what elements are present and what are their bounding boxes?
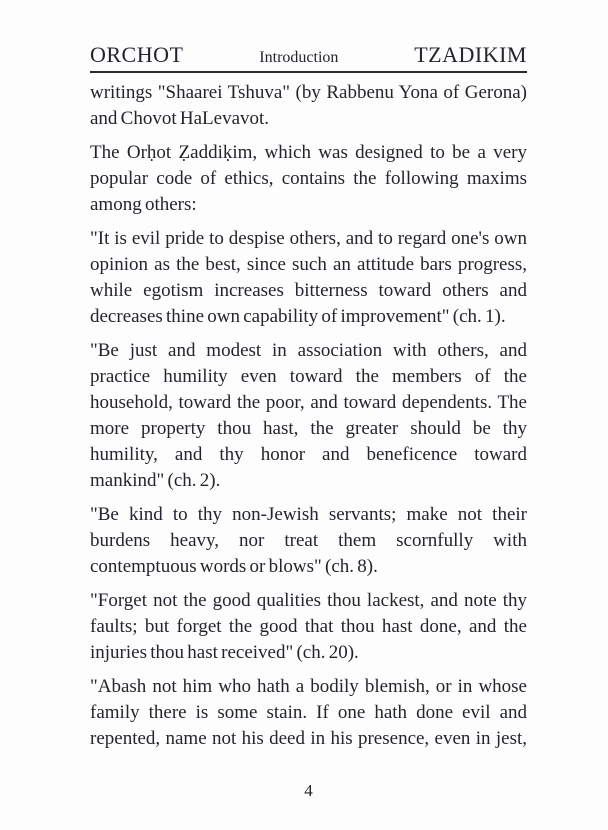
header-title-left: ORCHOT (90, 42, 184, 67)
text-line: "Be just and modest in association with others, and (90, 340, 527, 361)
text-line: The Orḥot Ẓaddiḳim, which was designed to be a very (90, 142, 527, 163)
text-line: contemptuous words or blows" (ch. 8). (90, 556, 378, 577)
paragraph (90, 588, 527, 666)
text-line: humility, and thy honor and beneficence toward (90, 444, 527, 465)
text-line: repented, name not his deed in his presence, even in jest, (90, 728, 527, 749)
text-line: household, toward the poor, and toward dependents. The (90, 392, 527, 413)
text-line: while egotism increases bitterness toward others and (90, 280, 527, 301)
paragraph (90, 502, 527, 580)
text-line: family there is some stain. If one hath done evil and (90, 702, 527, 723)
text-line: more property thou hast, the greater should be thy (90, 418, 527, 439)
text-line: "It is evil pride to despise others, and to regard one's own (90, 228, 527, 249)
body-text (90, 80, 527, 752)
paragraph (90, 140, 527, 218)
text-line: "Forget not the good qualities thou lackest, and note thy (90, 590, 527, 611)
paragraph (90, 338, 527, 494)
text-line: practice humility even toward the members of the (90, 366, 527, 387)
text-line: "Be kind to thy non-Jewish servants; make not their (90, 504, 527, 525)
text-line: "Abash not him who hath a bodily blemish, or in whose (90, 676, 527, 697)
text-line: among others: (90, 194, 197, 215)
text-line: burdens heavy, nor treat them scornfully with (90, 530, 527, 551)
text-line: and Chovot HaLevavot. (90, 108, 270, 129)
page-header (90, 0, 527, 73)
text-line: injuries thou hast received" (ch. 20). (90, 642, 359, 663)
text-line: decreases thine own capability of improvement" (ch. 1). (90, 306, 506, 327)
text-line: opinion as the best, since such an attitude bars progress, (90, 254, 527, 275)
text-line: mankind" (ch. 2). (90, 470, 221, 491)
paragraph (90, 226, 527, 330)
text-line: popular code of ethics, contains the following maxims (90, 168, 527, 189)
header-title-right: TZADIKIM (414, 42, 527, 67)
text-line: faults; but forget the good that thou hast done, and the (90, 616, 527, 637)
text-line: writings "Shaarei Tshuva" (by Rabbenu Yona of Gerona) (90, 82, 527, 103)
page-number: 4 (304, 781, 313, 800)
paragraph (90, 674, 527, 752)
header-section-label: Introduction (259, 49, 339, 66)
paragraph (90, 80, 527, 132)
